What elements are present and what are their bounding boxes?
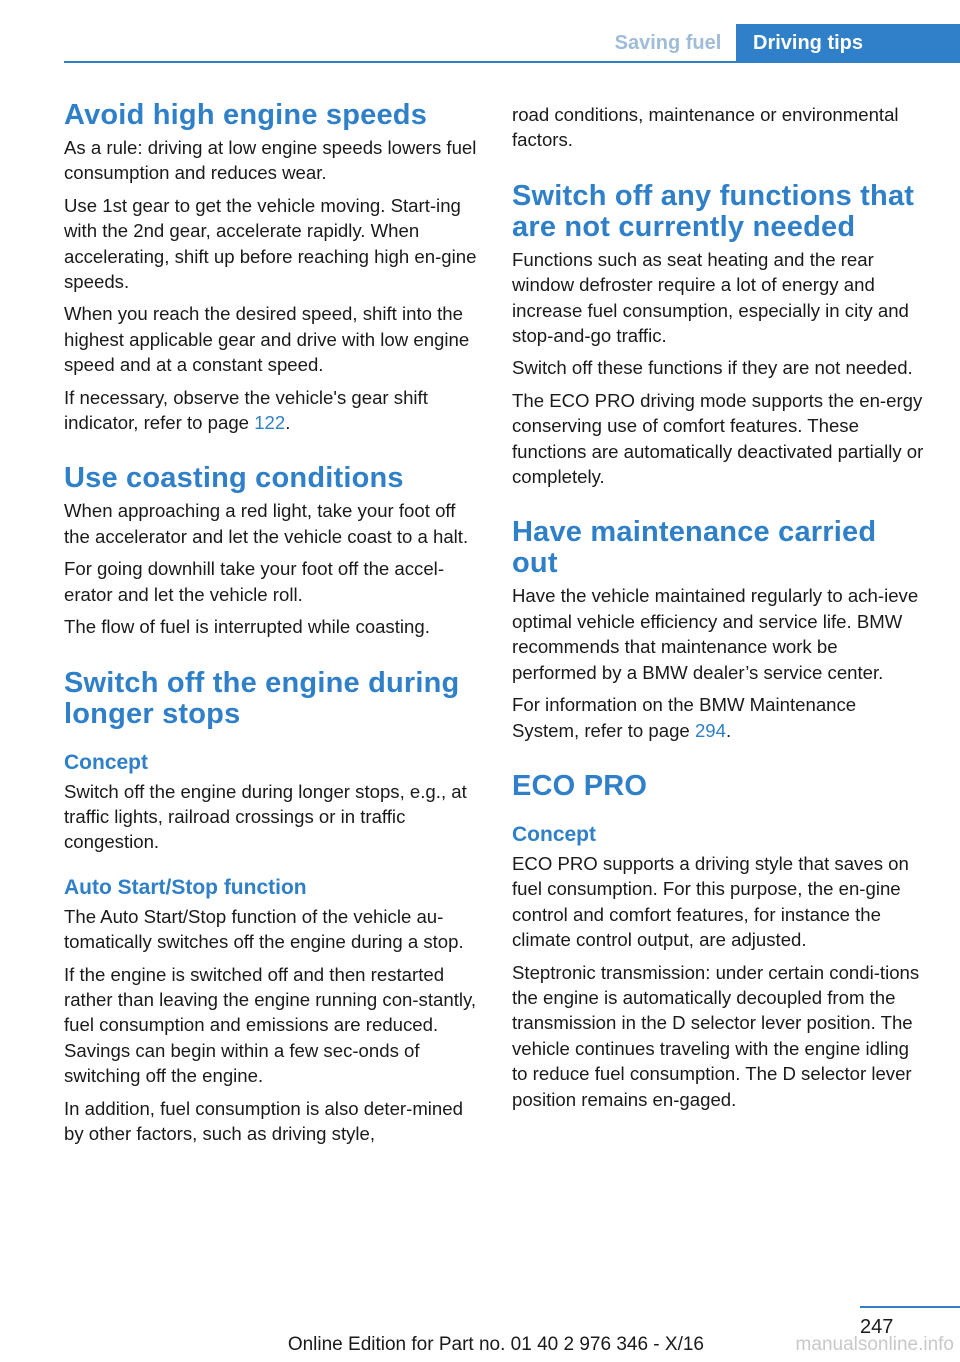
subheading-auto-start-stop: Auto Start/Stop function (64, 875, 307, 899)
right-column (512, 100, 926, 1119)
paragraph-text: . (285, 412, 291, 434)
paragraph: road conditions, maintenance or environmental factors. (512, 104, 899, 151)
paragraph: The flow of fuel is interrupted while coasting. (64, 616, 430, 638)
paragraph: When you reach the desired speed, shift into the highest applicable gear and drive with low engine speed and at a constant speed. (64, 303, 470, 376)
header-rule (64, 61, 960, 63)
paragraph-text: For information on the BMW Maintenance System, refer to page (512, 694, 857, 741)
subheading-concept: Concept (512, 822, 596, 846)
paragraph: The Auto Start/Stop function of the vehicle au‐tomatically switches off the engine during a stop. (64, 905, 464, 953)
paragraph-text: If necessary, observe the vehicle's gear shift indicator, refer to page (64, 386, 428, 434)
page-number: 247 (860, 1316, 894, 1338)
online-edition-note: Online Edition for Part no. 01 40 2 976 346 - X/16 (287, 1334, 704, 1355)
paragraph-text: . (725, 719, 732, 741)
paragraph: Switch off the engine during longer stops, e.g., at traffic lights, railroad crossings or in traffic congestion. (64, 780, 467, 853)
left-column (64, 100, 478, 1153)
heading-switch-off-engine: Switch off the engine during longer stops (64, 666, 460, 730)
header-section-tab: Saving fuel (614, 31, 722, 54)
paragraph: In addition, fuel consumption is also deter‐mined by other factors, such as driving style, (64, 1097, 463, 1144)
heading-switch-off-functions: Switch off any functions that are not currently needed (512, 179, 915, 243)
page-link-122[interactable]: 122 (254, 412, 286, 434)
paragraph: Use 1st gear to get the vehicle moving. Start‐ing with the 2nd gear, accelerate rapidly. When accelerating, shift up before reaching high en‐gine speeds. (64, 194, 477, 293)
paragraph: Switch off these functions if they are not needed. (512, 357, 913, 379)
watermark: manualsonline.info (795, 1334, 954, 1355)
page-link-294[interactable]: 294 (694, 719, 726, 741)
paragraph: Functions such as seat heating and the rear window defroster require a lot of energy and increase fuel consumption, especially in city and stop-and-go traffic. (512, 248, 909, 347)
paragraph: When approaching a red light, take your foot off the accelerator and let the vehicle coast to a halt. (64, 500, 469, 547)
paragraph: ECO PRO supports a driving style that saves on fuel consumption. For this purpose, the en‐gine control and comfort features, for instance the climate control output, are adjusted. (512, 852, 909, 951)
subheading-concept: Concept (64, 750, 148, 774)
paragraph (64, 385, 478, 436)
paragraph: For going downhill take your foot off the accel‐erator and let the vehicle roll. (64, 558, 445, 605)
heading-eco-pro: ECO PRO (512, 769, 648, 802)
heading-use-coasting-conditions: Use coasting conditions (64, 462, 404, 495)
footer-rule (860, 1306, 960, 1308)
heading-avoid-high-engine-speeds: Avoid high engine speeds (64, 99, 428, 131)
paragraph: The ECO PRO driving mode supports the en‐ergy conserving use of comfort features. These functions are automatically deactivated partially or completely. (512, 389, 924, 488)
heading-have-maintenance: Have maintenance carried out (512, 516, 877, 580)
paragraph: Have the vehicle maintained regularly to ach‐ieve optimal vehicle efficiency and service life. BMW recommends that maintenance work be performed by a BMW dealer’s service center. (512, 585, 919, 683)
paragraph (512, 692, 926, 743)
paragraph: As a rule: driving at low engine speeds lowers fuel consumption and reduces wear. (64, 137, 477, 184)
paragraph: Steptronic transmission: under certain condi‐tions the engine is automatically decoupled from the transmission in the D selector lever position. The vehicle continues traveling with the engine idling to reduce fuel consumption. The D selector lever position remains en‐gaged. (512, 961, 920, 1110)
paragraph: If the engine is switched off and then restarted rather than leaving the engine running con‐stantly, fuel consumption and emissions are reduced. Savings can begin within a few sec‐onds of switching off the engine. (64, 963, 477, 1087)
header-chapter-tab: Driving tips (736, 24, 960, 62)
